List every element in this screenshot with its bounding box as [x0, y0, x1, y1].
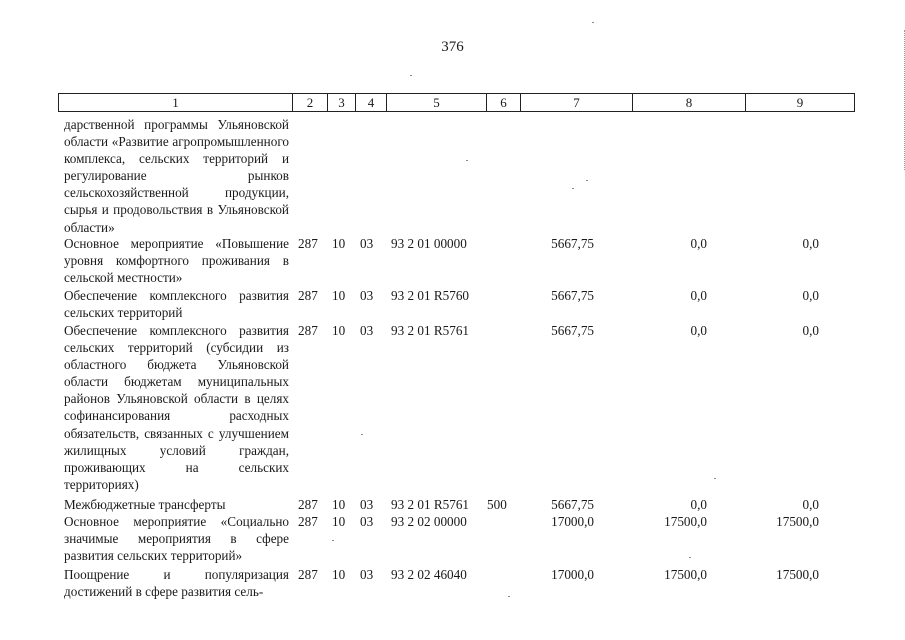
row-target-code: 93 2 01 R5761	[391, 323, 470, 338]
scan-speck	[361, 434, 363, 435]
row-subsection-code: 03	[360, 288, 374, 303]
row-amount-col8: 17500,0	[664, 514, 707, 529]
row-expense-type: 500	[487, 497, 507, 512]
row-amount-col9: 0,0	[802, 288, 819, 303]
row-ministry-code: 287	[298, 514, 318, 529]
row-target-code: 93 2 01 R5761	[391, 497, 470, 512]
row-section-code: 10	[332, 497, 346, 512]
header-col-4: 4	[356, 94, 387, 112]
row-name: Обеспечение комплексного развития сельских территорий	[64, 288, 289, 321]
row-amount-col9: 0,0	[802, 323, 819, 338]
row-amount-col7: 5667,75	[551, 236, 594, 251]
row-amount-col7: 5667,75	[551, 288, 594, 303]
row-name: Межбюджетные трансферты	[64, 497, 226, 512]
row-target-code: 93 2 02 46040	[391, 567, 467, 582]
header-col-1: 1	[59, 94, 293, 112]
row-amount-col9: 0,0	[802, 497, 819, 512]
header-col-8: 8	[633, 94, 746, 112]
row-target-code: 93 2 01 R5760	[391, 288, 470, 303]
page-number: 376	[441, 39, 464, 55]
row-ministry-code: 287	[298, 288, 318, 303]
row-target-code: 93 2 01 00000	[391, 236, 467, 251]
row-amount-col7: 5667,75	[551, 323, 594, 338]
row-name: Поощрение и популяризация достижений в сфере развития сель-	[64, 567, 289, 600]
header-col-2: 2	[293, 94, 328, 112]
row-amount-col8: 0,0	[690, 236, 707, 251]
row-name: Основное мероприятие «Повышение уровня комфортного проживания в сельской местности»	[64, 236, 289, 286]
row-amount-col7: 5667,75	[551, 497, 594, 512]
scan-speck	[689, 557, 691, 558]
row-ministry-code: 287	[298, 236, 318, 251]
header-col-3: 3	[328, 94, 356, 112]
row-amount-col9: 17500,0	[776, 514, 819, 529]
scan-speck	[332, 540, 334, 541]
row-ministry-code: 287	[298, 497, 318, 512]
scan-speck	[410, 75, 412, 76]
row-amount-col8: 0,0	[690, 323, 707, 338]
row-amount-col7: 17000,0	[551, 514, 594, 529]
column-header-row	[58, 93, 855, 112]
row-name: Основное мероприятие «Социально значимые мероприятия в сфере развития сельских территорий»	[64, 514, 289, 564]
scan-speck	[714, 478, 716, 479]
row-target-code: 93 2 02 00000	[391, 514, 467, 529]
row-subsection-code: 03	[360, 514, 374, 529]
row-amount-col8: 0,0	[690, 497, 707, 512]
row-section-code: 10	[332, 567, 346, 582]
header-col-6: 6	[487, 94, 521, 112]
row-amount-col8: 17500,0	[664, 567, 707, 582]
row-subsection-code: 03	[360, 323, 374, 338]
row-ministry-code: 287	[298, 323, 318, 338]
header-col-9: 9	[746, 94, 855, 112]
scan-speck	[592, 22, 594, 23]
row-amount-col9: 0,0	[802, 236, 819, 251]
header-col-5: 5	[387, 94, 487, 112]
row-amount-col7: 17000,0	[551, 567, 594, 582]
row-name: Обеспечение комплексного развития сельских территорий (субсидии из областного бюджета Ульяновской области бюджетам муниципальных районов Ульяновской области в целях софинансирования расходных обязательств, связанных с улучшением жилищных условий граждан, проживающих на сельских территориях)	[64, 323, 289, 492]
scan-speck	[586, 180, 588, 181]
scan-speck	[508, 596, 510, 597]
row-section-code: 10	[332, 236, 346, 251]
row-section-code: 10	[332, 323, 346, 338]
row-section-code: 10	[332, 514, 346, 529]
scan-speck	[466, 160, 468, 161]
row-subsection-code: 03	[360, 236, 374, 251]
header-col-7: 7	[521, 94, 633, 112]
row-subsection-code: 03	[360, 497, 374, 512]
row-section-code: 10	[332, 288, 346, 303]
row-subsection-code: 03	[360, 567, 374, 582]
scan-edge-mark	[901, 30, 905, 170]
row-name: дарственной программы Ульяновской области «Развитие агропромышленного комплекса, сельских территорий и регулирование рынков сельскохозяйственной продукции, сырья и продовольствия в Ульяновской области»	[64, 117, 289, 235]
row-amount-col9: 17500,0	[776, 567, 819, 582]
row-amount-col8: 0,0	[690, 288, 707, 303]
row-ministry-code: 287	[298, 567, 318, 582]
scan-speck	[572, 188, 574, 189]
